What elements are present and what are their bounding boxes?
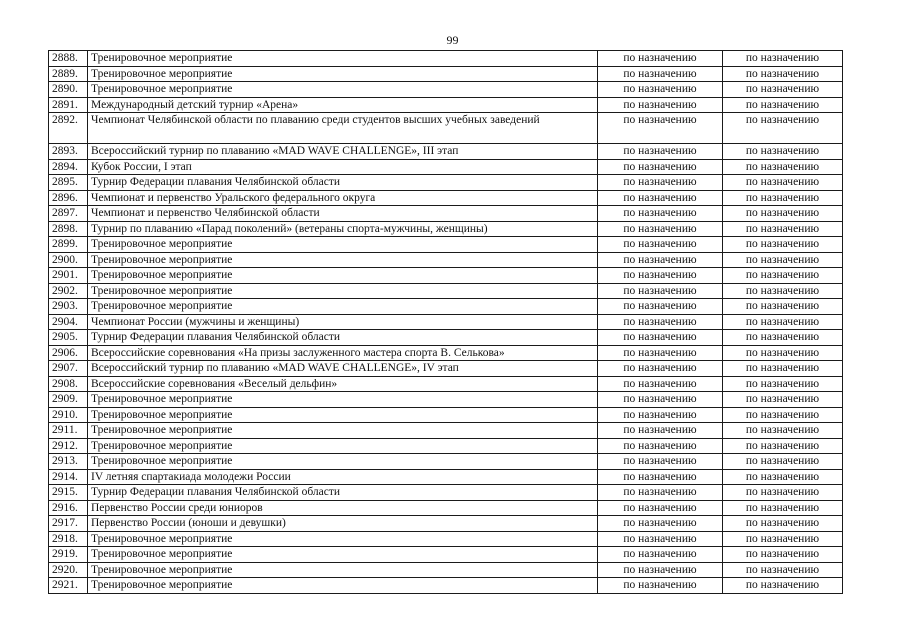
event-name-cell: Всероссийский турнир по плаванию «MAD WAVE CHALLENGE», IV этап <box>88 361 598 377</box>
assignment-cell-1: по назначению <box>598 578 723 594</box>
row-number-cell: 2888. <box>49 51 88 67</box>
assignment-cell-1: по назначению <box>598 438 723 454</box>
event-name-cell: Турнир Федерации плавания Челябинской области <box>88 485 598 501</box>
assignment-cell-2: по назначению <box>723 268 843 284</box>
assignment-cell-2: по назначению <box>723 438 843 454</box>
table-row <box>49 175 843 191</box>
assignment-cell-2: по назначению <box>723 407 843 423</box>
event-name-cell: Тренировочное мероприятие <box>88 531 598 547</box>
row-number-cell: 2894. <box>49 159 88 175</box>
event-name-cell: Турнир по плаванию «Парад поколений» (ветераны спорта-мужчины, женщины) <box>88 221 598 237</box>
assignment-cell-2: по назначению <box>723 237 843 253</box>
table-row <box>49 438 843 454</box>
event-name-cell: Всероссийский турнир по плаванию «MAD WAVE CHALLENGE», III этап <box>88 144 598 160</box>
row-number-cell: 2900. <box>49 252 88 268</box>
assignment-cell-2: по назначению <box>723 175 843 191</box>
assignment-cell-2: по назначению <box>723 392 843 408</box>
table-row <box>49 516 843 532</box>
event-name-cell: Первенство России среди юниоров <box>88 500 598 516</box>
table-row <box>49 159 843 175</box>
assignment-cell-1: по назначению <box>598 51 723 67</box>
event-name-cell: Турнир Федерации плавания Челябинской области <box>88 175 598 191</box>
assignment-cell-2: по назначению <box>723 578 843 594</box>
assignment-cell-1: по назначению <box>598 283 723 299</box>
assignment-cell-2: по назначению <box>723 361 843 377</box>
table-row <box>49 361 843 377</box>
assignment-cell-2: по назначению <box>723 314 843 330</box>
assignment-cell-2: по назначению <box>723 113 843 144</box>
table-row <box>49 376 843 392</box>
table-row <box>49 283 843 299</box>
assignment-cell-1: по назначению <box>598 113 723 144</box>
row-number-cell: 2905. <box>49 330 88 346</box>
row-number-cell: 2917. <box>49 516 88 532</box>
row-number-cell: 2895. <box>49 175 88 191</box>
assignment-cell-1: по назначению <box>598 97 723 113</box>
event-name-cell: Тренировочное мероприятие <box>88 237 598 253</box>
row-number-cell: 2892. <box>49 113 88 144</box>
assignment-cell-2: по назначению <box>723 206 843 222</box>
assignment-cell-1: по назначению <box>598 469 723 485</box>
table-row <box>49 578 843 594</box>
event-name-cell: Всероссийские соревнования «На призы заслуженного мастера спорта В. Селькова» <box>88 345 598 361</box>
row-number-cell: 2901. <box>49 268 88 284</box>
assignment-cell-1: по назначению <box>598 299 723 315</box>
assignment-cell-2: по назначению <box>723 221 843 237</box>
row-number-cell: 2915. <box>49 485 88 501</box>
assignment-cell-1: по назначению <box>598 516 723 532</box>
assignment-cell-1: по назначению <box>598 547 723 563</box>
row-number-cell: 2896. <box>49 190 88 206</box>
assignment-cell-1: по назначению <box>598 330 723 346</box>
assignment-cell-1: по назначению <box>598 531 723 547</box>
assignment-cell-2: по назначению <box>723 299 843 315</box>
row-number-cell: 2891. <box>49 97 88 113</box>
table-row <box>49 423 843 439</box>
table-row <box>49 206 843 222</box>
table-row <box>49 144 843 160</box>
assignment-cell-1: по назначению <box>598 423 723 439</box>
page-number: 99 <box>446 33 459 47</box>
events-table <box>48 50 843 594</box>
table-row <box>49 407 843 423</box>
table-row <box>49 299 843 315</box>
table-row <box>49 500 843 516</box>
event-name-cell: Тренировочное мероприятие <box>88 82 598 98</box>
assignment-cell-2: по назначению <box>723 531 843 547</box>
table-row <box>49 392 843 408</box>
assignment-cell-2: по назначению <box>723 252 843 268</box>
row-number-cell: 2919. <box>49 547 88 563</box>
table-row <box>49 268 843 284</box>
event-name-cell: IV летняя спартакиада молодежи России <box>88 469 598 485</box>
assignment-cell-1: по назначению <box>598 221 723 237</box>
event-name-cell: Тренировочное мероприятие <box>88 423 598 439</box>
assignment-cell-1: по назначению <box>598 345 723 361</box>
table-row <box>49 97 843 113</box>
table-row <box>49 66 843 82</box>
row-number-cell: 2899. <box>49 237 88 253</box>
event-name-cell: Тренировочное мероприятие <box>88 578 598 594</box>
event-name-cell: Чемпионат и первенство Уральского федерального округа <box>88 190 598 206</box>
assignment-cell-2: по назначению <box>723 547 843 563</box>
assignment-cell-2: по назначению <box>723 454 843 470</box>
assignment-cell-1: по назначению <box>598 407 723 423</box>
event-name-cell: Чемпионат России (мужчины и женщины) <box>88 314 598 330</box>
assignment-cell-1: по назначению <box>598 252 723 268</box>
row-number-cell: 2908. <box>49 376 88 392</box>
assignment-cell-1: по назначению <box>598 485 723 501</box>
assignment-cell-2: по назначению <box>723 485 843 501</box>
row-number-cell: 2903. <box>49 299 88 315</box>
row-number-cell: 2910. <box>49 407 88 423</box>
row-number-cell: 2897. <box>49 206 88 222</box>
assignment-cell-2: по назначению <box>723 144 843 160</box>
assignment-cell-2: по назначению <box>723 190 843 206</box>
row-number-cell: 2920. <box>49 562 88 578</box>
assignment-cell-1: по назначению <box>598 376 723 392</box>
event-name-cell: Тренировочное мероприятие <box>88 562 598 578</box>
assignment-cell-2: по назначению <box>723 376 843 392</box>
assignment-cell-1: по назначению <box>598 82 723 98</box>
row-number-cell: 2911. <box>49 423 88 439</box>
event-name-cell: Тренировочное мероприятие <box>88 283 598 299</box>
assignment-cell-2: по назначению <box>723 423 843 439</box>
event-name-cell: Тренировочное мероприятие <box>88 392 598 408</box>
row-number-cell: 2907. <box>49 361 88 377</box>
assignment-cell-2: по назначению <box>723 516 843 532</box>
event-name-cell: Первенство России (юноши и девушки) <box>88 516 598 532</box>
event-name-cell: Всероссийские соревнования «Веселый дельфин» <box>88 376 598 392</box>
row-number-cell: 2921. <box>49 578 88 594</box>
row-number-cell: 2909. <box>49 392 88 408</box>
event-name-cell: Тренировочное мероприятие <box>88 268 598 284</box>
assignment-cell-1: по назначению <box>598 314 723 330</box>
assignment-cell-2: по назначению <box>723 82 843 98</box>
assignment-cell-1: по назначению <box>598 268 723 284</box>
row-number-cell: 2890. <box>49 82 88 98</box>
event-name-cell: Тренировочное мероприятие <box>88 547 598 563</box>
assignment-cell-1: по назначению <box>598 237 723 253</box>
table-body <box>49 51 843 594</box>
table-row <box>49 190 843 206</box>
assignment-cell-1: по назначению <box>598 392 723 408</box>
row-number-cell: 2889. <box>49 66 88 82</box>
event-name-cell: Турнир Федерации плавания Челябинской области <box>88 330 598 346</box>
assignment-cell-2: по назначению <box>723 469 843 485</box>
table-row <box>49 82 843 98</box>
table-row <box>49 252 843 268</box>
table-row <box>49 454 843 470</box>
table-row <box>49 547 843 563</box>
assignment-cell-1: по назначению <box>598 206 723 222</box>
assignment-cell-2: по назначению <box>723 330 843 346</box>
event-name-cell: Тренировочное мероприятие <box>88 438 598 454</box>
assignment-cell-2: по назначению <box>723 159 843 175</box>
table-row <box>49 221 843 237</box>
assignment-cell-1: по назначению <box>598 454 723 470</box>
assignment-cell-2: по назначению <box>723 345 843 361</box>
assignment-cell-1: по назначению <box>598 144 723 160</box>
event-name-cell: Кубок России, I этап <box>88 159 598 175</box>
event-name-cell: Тренировочное мероприятие <box>88 51 598 67</box>
table-row <box>49 113 843 144</box>
table-row <box>49 51 843 67</box>
row-number-cell: 2898. <box>49 221 88 237</box>
assignment-cell-1: по назначению <box>598 562 723 578</box>
table-row <box>49 562 843 578</box>
assignment-cell-2: по назначению <box>723 500 843 516</box>
event-name-cell: Тренировочное мероприятие <box>88 454 598 470</box>
row-number-cell: 2912. <box>49 438 88 454</box>
event-name-cell: Тренировочное мероприятие <box>88 252 598 268</box>
event-name-cell: Тренировочное мероприятие <box>88 407 598 423</box>
row-number-cell: 2893. <box>49 144 88 160</box>
table-row <box>49 237 843 253</box>
assignment-cell-2: по назначению <box>723 51 843 67</box>
event-name-cell: Чемпионат Челябинской области по плаванию среди студентов высших учебных заведений <box>88 113 598 144</box>
row-number-cell: 2902. <box>49 283 88 299</box>
assignment-cell-1: по назначению <box>598 66 723 82</box>
table-row <box>49 469 843 485</box>
assignment-cell-1: по назначению <box>598 190 723 206</box>
row-number-cell: 2914. <box>49 469 88 485</box>
table-row <box>49 531 843 547</box>
table-row <box>49 314 843 330</box>
row-number-cell: 2916. <box>49 500 88 516</box>
assignment-cell-2: по назначению <box>723 283 843 299</box>
event-name-cell: Тренировочное мероприятие <box>88 66 598 82</box>
assignment-cell-1: по назначению <box>598 159 723 175</box>
assignment-cell-2: по назначению <box>723 66 843 82</box>
row-number-cell: 2913. <box>49 454 88 470</box>
row-number-cell: 2906. <box>49 345 88 361</box>
table-row <box>49 330 843 346</box>
assignment-cell-1: по назначению <box>598 500 723 516</box>
event-name-cell: Тренировочное мероприятие <box>88 299 598 315</box>
assignment-cell-1: по назначению <box>598 175 723 191</box>
event-name-cell: Чемпионат и первенство Челябинской области <box>88 206 598 222</box>
assignment-cell-2: по назначению <box>723 562 843 578</box>
assignment-cell-2: по назначению <box>723 97 843 113</box>
row-number-cell: 2904. <box>49 314 88 330</box>
row-number-cell: 2918. <box>49 531 88 547</box>
event-name-cell: Международный детский турнир «Арена» <box>88 97 598 113</box>
table-row <box>49 345 843 361</box>
assignment-cell-1: по назначению <box>598 361 723 377</box>
table-row <box>49 485 843 501</box>
